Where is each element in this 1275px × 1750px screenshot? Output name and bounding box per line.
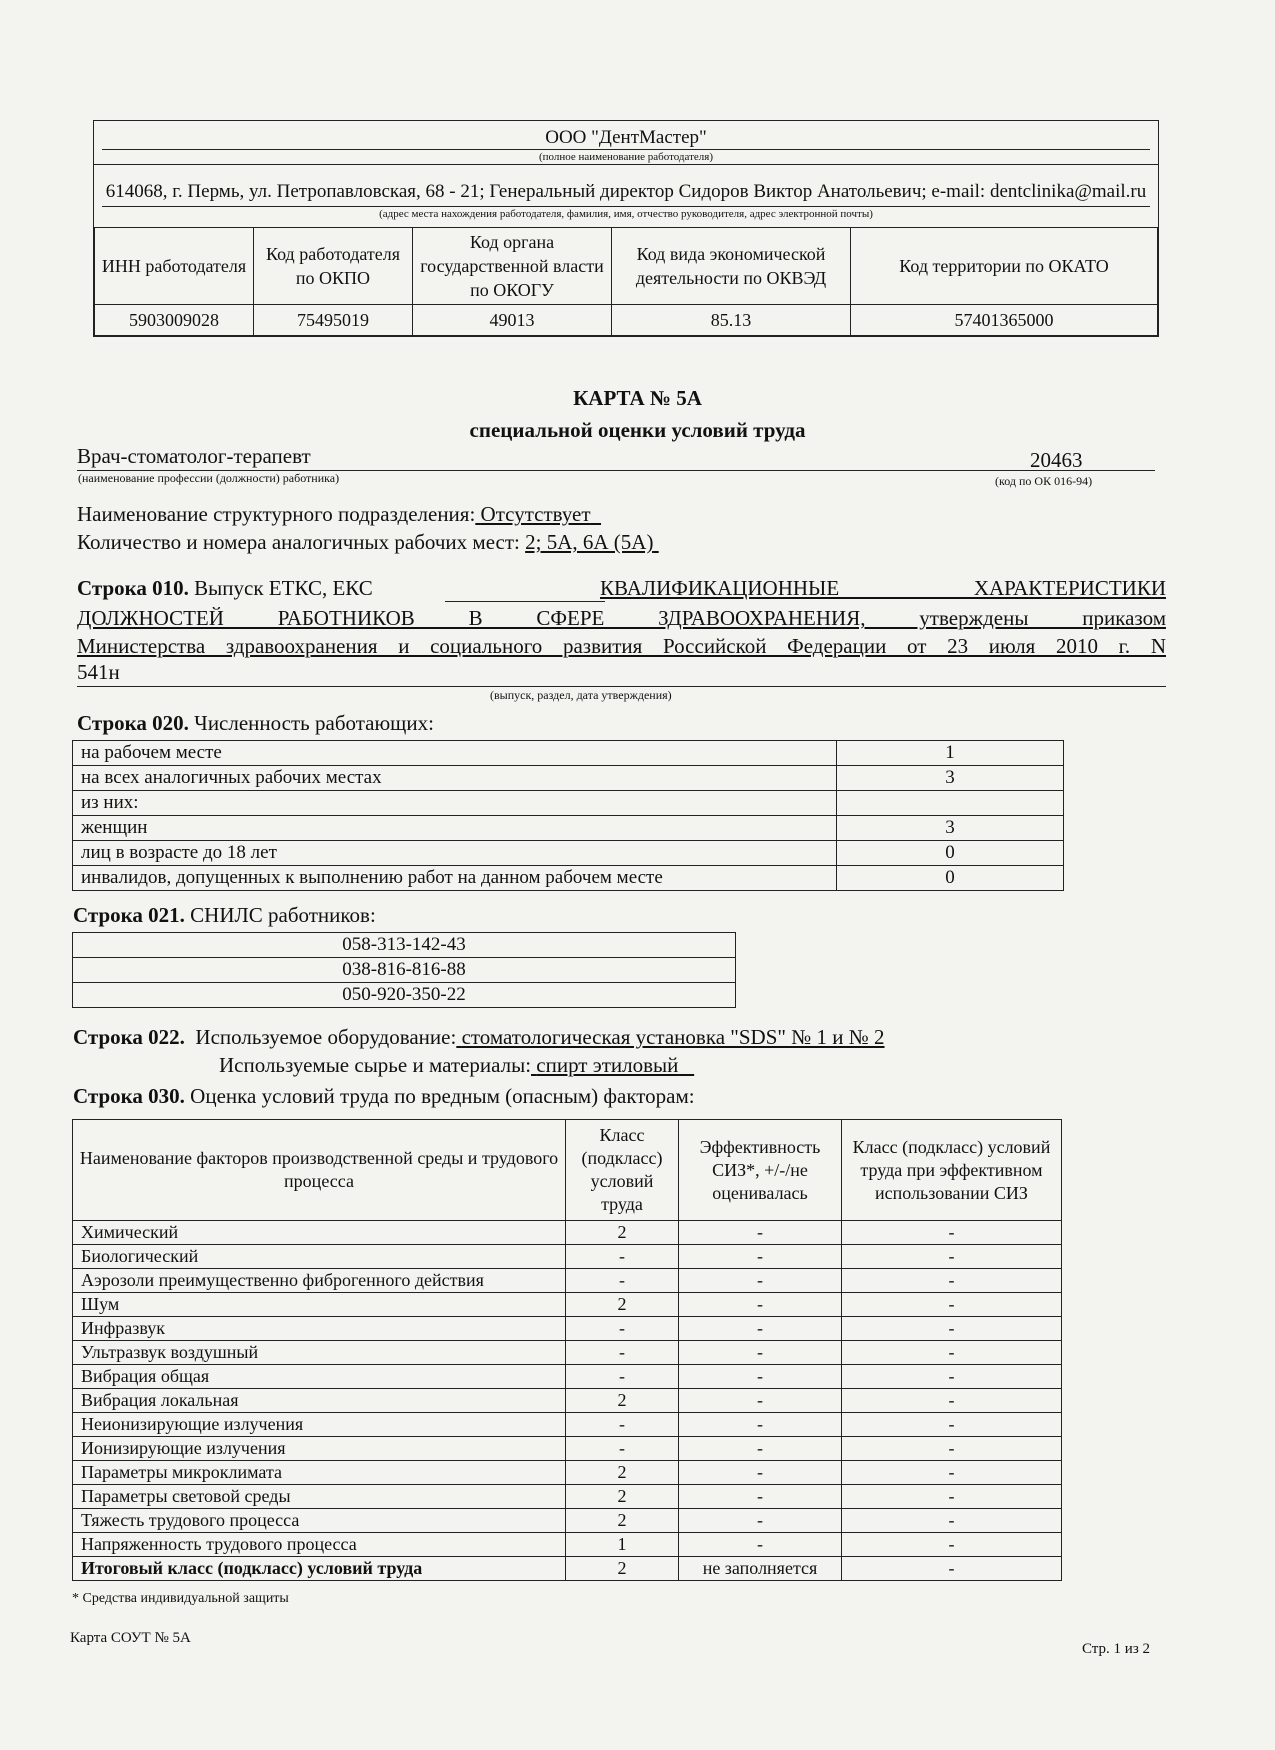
total-row: Итоговый класс (подкласс) условий труда 2 не заполняется - bbox=[73, 1557, 1062, 1581]
factor-value: - bbox=[679, 1317, 842, 1341]
equipment-label: Используемое оборудование: bbox=[195, 1025, 457, 1049]
factor-name: Напряженность трудового процесса bbox=[73, 1533, 566, 1557]
factor-value: - bbox=[842, 1269, 1062, 1293]
factor-name: Вибрация общая bbox=[73, 1365, 566, 1389]
factor-value: - bbox=[679, 1437, 842, 1461]
factor-name: Параметры микроклимата bbox=[73, 1461, 566, 1485]
row010-line1: КВАЛИФИКАЦИОННЫЕ ХАРАКТЕРИСТИКИ bbox=[600, 576, 1166, 600]
value-okogu: 49013 bbox=[413, 305, 612, 336]
card-subtitle: специальной оценки условий труда bbox=[469, 418, 806, 442]
factor-name: Шум bbox=[73, 1293, 566, 1317]
profession-name: Врач-стоматолог-терапевт bbox=[77, 444, 311, 468]
factor-value: 2 bbox=[566, 1485, 679, 1509]
table-row bbox=[73, 1317, 1062, 1341]
table-row bbox=[73, 1269, 1062, 1293]
factor-value: - bbox=[679, 1509, 842, 1533]
factor-value: - bbox=[842, 1293, 1062, 1317]
header-okato: Код территории по ОКАТО bbox=[851, 228, 1158, 305]
table-row bbox=[73, 1533, 1062, 1557]
factor-name: Инфразвук bbox=[73, 1317, 566, 1341]
row022-materials bbox=[219, 1053, 694, 1078]
row022-label: Строка 022. bbox=[73, 1025, 185, 1049]
factor-value: 2 bbox=[566, 1389, 679, 1413]
factor-name: Химический bbox=[73, 1221, 566, 1245]
row010-underline-short bbox=[445, 601, 605, 602]
table-row bbox=[73, 1437, 1062, 1461]
factor-name: Биологический bbox=[73, 1245, 566, 1269]
factor-name: Тяжесть трудового процесса bbox=[73, 1509, 566, 1533]
factor-value: - bbox=[679, 1533, 842, 1557]
col-header-ppe: Эффективность СИЗ*, +/-/не оценивалась bbox=[679, 1120, 842, 1221]
headcount-table bbox=[72, 740, 1064, 891]
employer-codes-table bbox=[94, 227, 1158, 336]
factor-value: 2 bbox=[566, 1221, 679, 1245]
table-row: 058-313-142-43 bbox=[73, 933, 736, 958]
factor-name: Аэрозоли преимущественно фиброгенного действия bbox=[73, 1269, 566, 1293]
table-row: 038-816-816-88 bbox=[73, 958, 736, 983]
subdivision-label: Наименование структурного подразделения: bbox=[77, 502, 476, 526]
factors-table bbox=[72, 1119, 1062, 1581]
row020-title: Численность работающих: bbox=[194, 711, 434, 735]
analog-row bbox=[77, 530, 659, 555]
table-row: на всех аналогичных рабочих местах 3 bbox=[73, 766, 1064, 791]
factor-value: - bbox=[842, 1509, 1062, 1533]
factor-value: - bbox=[842, 1437, 1062, 1461]
factor-value: 2 bbox=[566, 1509, 679, 1533]
row021-label: Строка 021. bbox=[73, 903, 185, 927]
table-row bbox=[73, 1221, 1062, 1245]
employer-box bbox=[93, 120, 1159, 337]
factor-value: - bbox=[566, 1341, 679, 1365]
row010-lead bbox=[77, 576, 373, 601]
header-okpo: Код работодателя по ОКПО bbox=[254, 228, 413, 305]
table-row bbox=[73, 1413, 1062, 1437]
header-okved: Код вида экономической деятельности по ОКВЭД bbox=[612, 228, 851, 305]
factor-value: - bbox=[679, 1269, 842, 1293]
table-row bbox=[73, 1245, 1062, 1269]
bleed-through-text bbox=[1020, 95, 1024, 115]
factor-value: - bbox=[842, 1413, 1062, 1437]
row010-line3: Министерства здравоохранения и социального развития Российской Федерации от 23 июля 2010 г. N bbox=[77, 634, 1166, 658]
factor-value: - bbox=[842, 1389, 1062, 1413]
factor-value: - bbox=[842, 1461, 1062, 1485]
equipment-value: стоматологическая установка "SDS" № 1 и № 2 bbox=[461, 1025, 885, 1049]
page-number: Стр. 1 из 2 bbox=[1082, 1641, 1150, 1657]
value-okved: 85.13 bbox=[612, 305, 851, 336]
row030-heading bbox=[73, 1084, 695, 1109]
factor-value: - bbox=[842, 1341, 1062, 1365]
table-row bbox=[73, 1461, 1062, 1485]
row010-underline bbox=[77, 686, 1166, 687]
factor-value: - bbox=[842, 1485, 1062, 1509]
value-okato: 57401365000 bbox=[851, 305, 1158, 336]
factor-value: - bbox=[679, 1365, 842, 1389]
table-row bbox=[73, 1365, 1062, 1389]
analog-value: 2; 5А, 6А (5А) bbox=[525, 530, 654, 554]
table-row: 050-920-350-22 bbox=[73, 983, 736, 1008]
factor-value: - bbox=[566, 1245, 679, 1269]
factor-name: Неионизирующие излучения bbox=[73, 1413, 566, 1437]
table-row: женщин 3 bbox=[73, 816, 1064, 841]
row030-title: Оценка условий труда по вредным (опасным) факторам: bbox=[190, 1084, 695, 1108]
header-okogu: Код органа государственной власти по ОКОГУ bbox=[413, 228, 612, 305]
factor-value: - bbox=[842, 1365, 1062, 1389]
factor-value: - bbox=[842, 1317, 1062, 1341]
col-header-class-ppe: Класс (подкласс) условий труда при эффективном использовании СИЗ bbox=[842, 1120, 1062, 1221]
col-header-factor: Наименование факторов производственной среды и трудового процесса bbox=[73, 1120, 566, 1221]
factor-value: - bbox=[679, 1461, 842, 1485]
row021-title: СНИЛС работников: bbox=[190, 903, 376, 927]
factor-value: - bbox=[679, 1245, 842, 1269]
factor-value: - bbox=[842, 1245, 1062, 1269]
factors-body bbox=[73, 1221, 1062, 1557]
table-row: на рабочем месте 1 bbox=[73, 741, 1064, 766]
table-row: инвалидов, допущенных к выполнению работ на данном рабочем месте 0 bbox=[73, 866, 1064, 891]
factor-value: - bbox=[679, 1485, 842, 1509]
table-row: из них: bbox=[73, 791, 1064, 816]
factor-value: - bbox=[566, 1413, 679, 1437]
table-row: лиц в возрасте до 18 лет 0 bbox=[73, 841, 1064, 866]
footer-left: Карта СОУТ № 5А bbox=[70, 1630, 191, 1646]
analog-label: Количество и номера аналогичных рабочих мест: bbox=[77, 530, 520, 554]
employer-name: ООО "ДентМастер" bbox=[545, 127, 707, 148]
factor-value: - bbox=[679, 1413, 842, 1437]
row022-equipment bbox=[73, 1025, 885, 1050]
subdivision-value: Отсутствует bbox=[480, 502, 591, 526]
row020-heading bbox=[77, 711, 434, 736]
row010-label: Строка 010. bbox=[77, 576, 189, 600]
table-row bbox=[73, 1509, 1062, 1533]
profession-caption: (наименование профессии (должности) работника) bbox=[78, 471, 340, 485]
materials-value: спирт этиловый bbox=[536, 1053, 679, 1077]
factor-value: 1 bbox=[566, 1533, 679, 1557]
factor-name: Параметры световой среды bbox=[73, 1485, 566, 1509]
value-okpo: 75495019 bbox=[254, 305, 413, 336]
header-inn: ИНН работодателя bbox=[95, 228, 254, 305]
value-inn: 5903009028 bbox=[95, 305, 254, 336]
table-row bbox=[73, 1389, 1062, 1413]
subdivision-row bbox=[77, 502, 601, 527]
card-title: КАРТА № 5А bbox=[573, 386, 702, 410]
factor-value: - bbox=[566, 1317, 679, 1341]
factor-name: Вибрация локальная bbox=[73, 1389, 566, 1413]
col-header-class: Класс (подкласс) условий труда bbox=[566, 1120, 679, 1221]
table-row bbox=[73, 1341, 1062, 1365]
employer-address-caption: (адрес места нахождения работодателя, фамилия, имя, отчество руководителя, адрес электронной почты) bbox=[379, 208, 873, 220]
footnote: * Средства индивидуальной защиты bbox=[72, 1591, 289, 1606]
table-header-row bbox=[73, 1120, 1062, 1221]
row010-lead-text: Выпуск ЕТКС, ЕКС bbox=[194, 576, 373, 600]
row010-line2: ДОЛЖНОСТЕЙ РАБОТНИКОВ В СФЕРЕ ЗДРАВООХРАНЕНИЯ, утверждены приказом bbox=[77, 606, 1166, 630]
snils-table bbox=[72, 932, 736, 1008]
row030-label: Строка 030. bbox=[73, 1084, 185, 1108]
materials-label: Используемые сырье и материалы: bbox=[219, 1053, 532, 1077]
factor-name: Ионизирующие излучения bbox=[73, 1437, 566, 1461]
employer-address: 614068, г. Пермь, ул. Петропавловская, 68 - 21; Генеральный директор Сидоров Виктор Анатольевич; e-mail: dentclinika@mail.ru bbox=[105, 181, 1147, 202]
factor-value: - bbox=[679, 1389, 842, 1413]
factor-value: - bbox=[679, 1293, 842, 1317]
factor-value: - bbox=[842, 1221, 1062, 1245]
factor-value: 2 bbox=[566, 1461, 679, 1485]
factor-value: - bbox=[566, 1437, 679, 1461]
row010-line4: 541н bbox=[77, 660, 120, 684]
row021-heading bbox=[73, 903, 376, 928]
table-row bbox=[73, 1293, 1062, 1317]
factor-value: - bbox=[566, 1269, 679, 1293]
row010-caption: (выпуск, раздел, дата утверждения) bbox=[490, 688, 672, 702]
table-row bbox=[73, 1485, 1062, 1509]
row020-label: Строка 020. bbox=[77, 711, 189, 735]
factor-value: - bbox=[842, 1533, 1062, 1557]
factor-value: 2 bbox=[566, 1293, 679, 1317]
factor-value: - bbox=[566, 1365, 679, 1389]
factor-value: - bbox=[679, 1221, 842, 1245]
employer-name-caption: (полное наименование работодателя) bbox=[538, 151, 714, 163]
factor-value: - bbox=[679, 1341, 842, 1365]
factor-name: Ультразвук воздушный bbox=[73, 1341, 566, 1365]
profession-code-caption: (код по ОК 016-94) bbox=[995, 474, 1093, 488]
profession-code: 20463 bbox=[1030, 448, 1083, 472]
